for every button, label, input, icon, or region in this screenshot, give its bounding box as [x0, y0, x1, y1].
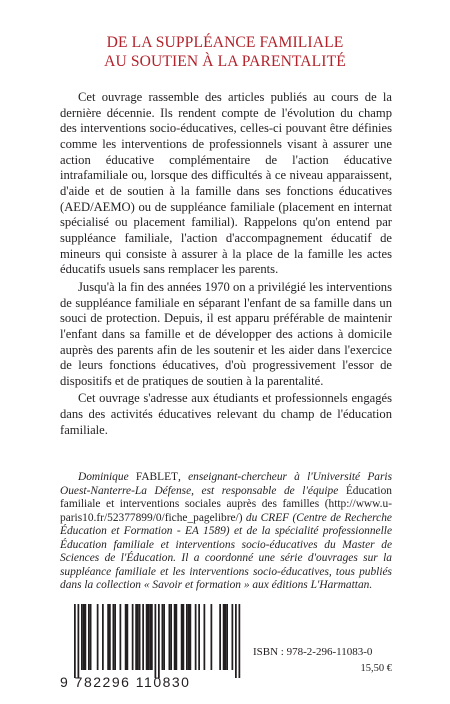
blurb-paragraph-2: Jusqu'à la fin des années 1970 on a privilégié les interventions de suppléance familiale en séparant l'enfant de sa famille dans un souci de protection. Depuis, il est apparu préférable de maintenir l'enfant dans sa famille et de développer des actions à domicile auprès des parents afin de les soutenir et les aider dans l'exercice de leurs fonctions éducatives, d'où progressivement l'essor de dispositifs et de pratiques de soutien à la parentalité.	[60, 279, 392, 388]
barcode-bar	[142, 604, 144, 670]
barcode-bar	[226, 604, 228, 670]
barcode-bar	[186, 604, 188, 670]
barcode-bar	[120, 604, 122, 670]
barcode-bar	[198, 604, 200, 670]
barcode-bar	[81, 604, 83, 670]
barcode-bar	[223, 604, 225, 670]
barcode-bar	[146, 604, 148, 670]
barcode-bar	[151, 604, 153, 670]
barcode-bar	[132, 604, 134, 670]
barcode-bar	[102, 604, 104, 670]
barcode-bar	[170, 604, 172, 670]
barcode-bar	[181, 604, 183, 670]
barcode-bar	[113, 604, 115, 670]
barcode-bar	[162, 604, 164, 670]
isbn: ISBN : 978-2-296-11083-0	[253, 646, 373, 658]
author-bio-paragraph	[60, 471, 392, 593]
blurb-paragraph-1: Cet ouvrage rassemble des articles publiés au cours de la dernière décennie. Ils rendent compte de l'évolution du champ des interventions socio-éducatives, celles-ci pouvant être définies comme les interventions de professionnels visant à assurer une action éducative complémentaire de l'action éducative intrafamiliale ou, lorsque des difficultés à ce niveau apparaissent, d'aide et de soutien à la famille dans ses fonctions éducatives (AED/AEMO) ou de suppléance familiale (placement en internat spécialisé ou placement familial). Rappelons qu'on entend par suppléance familiale, l'action d'accompagnement éducatif de mineurs qui consiste à assurer à la place de la famille les actes éducatifs usuels sans remplacer les parents.	[60, 90, 392, 277]
barcode-bar	[83, 604, 85, 670]
barcode-bar	[158, 604, 160, 678]
barcode-bar	[135, 604, 137, 670]
blurb-paragraph-3: Cet ouvrage s'adresse aux étudiants et professionnels engagés dans des activités éducatives relevant du champ de l'éducation familiale.	[60, 391, 392, 437]
barcode-bar	[195, 604, 197, 670]
barcode-bar	[169, 604, 171, 670]
barcode-bar	[183, 604, 185, 670]
barcode-bar	[225, 604, 227, 670]
barcode-bar	[85, 604, 87, 670]
barcode-bar	[211, 604, 213, 670]
barcode-bar	[163, 604, 165, 670]
title-line-1: DE LA SUPPLÉANCE FAMILIALE	[106, 34, 344, 51]
barcode-bar	[174, 604, 176, 670]
barcode-bar	[107, 604, 109, 670]
bio-text-2: du CREF (Centre de Recherche Éducation et Formation - EA 1589) et de la spécialité professionnelle Éducation familiale et interventions socio-éducatives du Master de Sciences de l'Éducation. Il a coordonné une série d'ouvrages sur la suppléance familiale et les interventions socio-éducatives, tous publiés dans la collection « Savoir et formation » aux éditions L'Harmattan.	[60, 511, 392, 592]
barcode-bar	[78, 604, 80, 678]
barcode-bar	[188, 604, 190, 670]
barcode-bar	[219, 604, 221, 670]
barcode-bar	[74, 604, 76, 678]
barcode-bar	[232, 604, 234, 670]
barcode-bar	[239, 604, 241, 678]
barcode-bar	[149, 604, 151, 670]
barcode-bar	[235, 604, 237, 678]
barcode-bar	[125, 604, 127, 670]
barcode-bar	[88, 604, 90, 670]
author-first-name: Dominique	[78, 471, 136, 483]
bio-text-1: , enseignant-chercheur à l'Université Paris Ouest-Nanterre-La Défense, est responsable de l'équipe	[60, 471, 393, 497]
barcode-bar	[114, 604, 116, 670]
barcode-bars	[60, 604, 248, 682]
book-title	[0, 34, 450, 71]
author-last-name: FABLET	[135, 471, 179, 483]
barcode-bar	[204, 604, 206, 670]
barcode-bar	[139, 604, 141, 670]
barcode-digits: 9 782296 110830	[60, 674, 191, 690]
barcode-bar	[97, 604, 99, 670]
author-bio	[60, 471, 392, 593]
barcode-bar	[90, 604, 92, 670]
barcode-bar	[109, 604, 111, 670]
price: 15,50 €	[360, 663, 392, 674]
barcode-bar	[155, 604, 157, 678]
barcode	[60, 604, 248, 696]
bio-team-name: Éducation familiale et interventions sociales auprès des familles (http://www.u-paris10.fr/52377899/0/fiche_pagelibre/)	[60, 484, 392, 524]
blurb	[60, 90, 392, 438]
barcode-bar	[148, 604, 150, 670]
barcode-bar	[137, 604, 139, 670]
title-line-2: AU SOUTIEN À LA PARENTALITÉ	[104, 52, 346, 70]
barcode-bar	[176, 604, 178, 670]
barcode-bar	[127, 604, 129, 670]
barcode-bar	[190, 604, 192, 670]
